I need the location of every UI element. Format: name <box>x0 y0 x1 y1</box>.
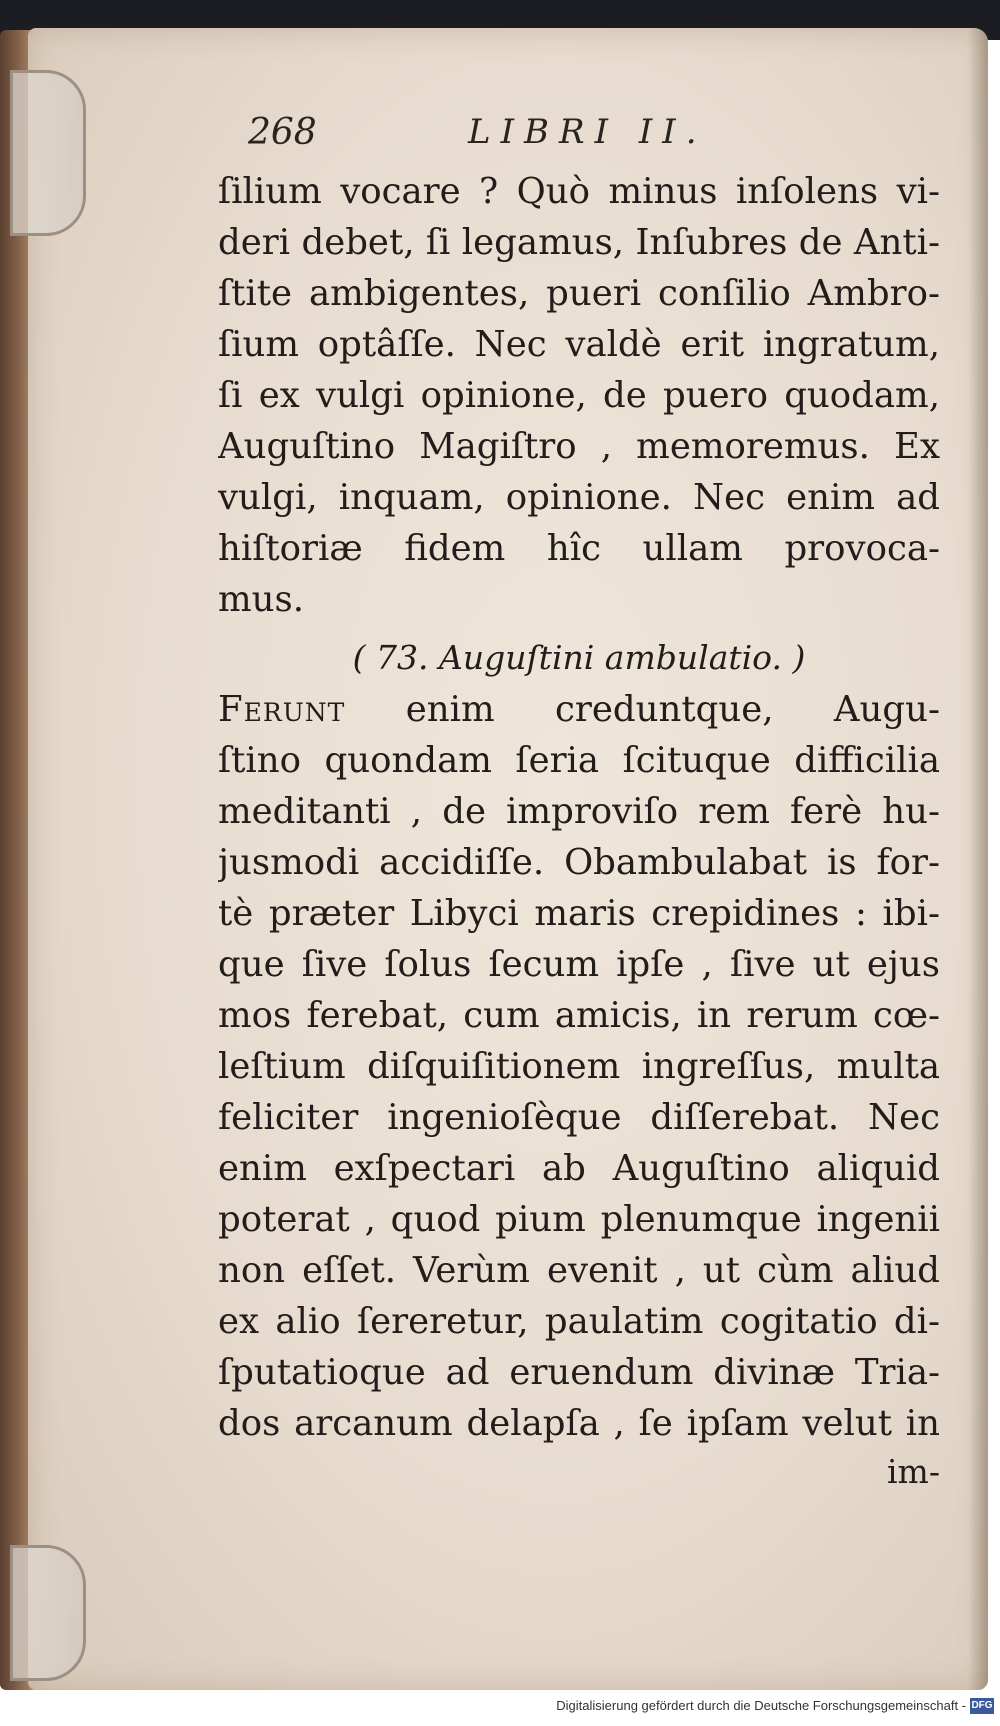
initial-word: Ferunt <box>218 689 346 730</box>
text-line: ex alio ſereretur, paulatim cogitatio di- <box>218 1301 940 1342</box>
page-clip-top <box>10 70 86 236</box>
text-line: hiſtoriæ fidem hîc ullam provoca- <box>218 528 940 569</box>
page-header <box>248 112 718 152</box>
page-clip-bottom <box>10 1545 86 1681</box>
paragraph-body <box>218 735 940 1449</box>
text-line: enim exſpectari ab Auguſtino aliquid <box>218 1148 940 1189</box>
text-block <box>218 166 940 1495</box>
text-line: ſputatioque ad eruendum divinæ Tria- <box>218 1352 940 1393</box>
funding-credit: Digitalisierung gefördert durch die Deutsche Forschungsgemeinschaft - <box>556 1698 966 1713</box>
text-line: deri debet, ſi legamus, Inſubres de Anti- <box>218 222 940 263</box>
text-line: mus. <box>218 579 305 620</box>
text-line: vulgi, inquam, opinione. Nec enim ad <box>218 477 940 518</box>
first-line-rest: enim creduntque, Augu- <box>345 689 940 730</box>
paragraph-continuation <box>218 166 940 625</box>
catchword: im- <box>887 1452 940 1491</box>
text-line: dos arcanum delapſa , ſe ipſam velut in <box>218 1403 940 1444</box>
text-line: ſtino quondam ſeria ſcituque difficilia <box>218 740 940 781</box>
page-shadow <box>968 28 988 1690</box>
running-title: LIBRI II. <box>468 112 707 152</box>
text-line: jusmodi accidiſſe. Obambulabat is for- <box>218 842 940 883</box>
text-line: ſi ex vulgi opinione, de puero quodam, <box>218 375 940 416</box>
text-line: poterat , quod pium plenumque ingenii <box>218 1199 940 1240</box>
section-heading: ( 73. Auguſtini ambulatio. ) <box>352 638 806 677</box>
text-line: tè præter Libyci maris crepidines : ibi- <box>218 893 940 934</box>
text-line: feliciter ingenioſèque diſſerebat. Nec <box>218 1097 940 1138</box>
text-line: Auguſtino Magiſtro , memoremus. Ex <box>218 426 940 467</box>
text-line: meditanti , de improviſo rem ferè hu- <box>218 791 940 832</box>
text-line: non eſſet. Verùm evenit , ut cùm aliud <box>218 1250 940 1291</box>
footer <box>0 1690 1000 1726</box>
paragraph-first-line <box>218 684 940 735</box>
text-line: mos ferebat, cum amicis, in rerum cœ- <box>218 995 940 1036</box>
text-line: ſium optâſſe. Nec valdè erit ingratum, <box>218 324 940 365</box>
dfg-logo: DFG <box>970 1698 994 1714</box>
text-line: que ſive ſolus ſecum ipſe , ſive ut ejus <box>218 944 940 985</box>
text-line: ſilium vocare ? Quò minus inſolens vi- <box>218 171 940 212</box>
text-line: ſtite ambigentes, pueri conſilio Ambro- <box>218 273 940 314</box>
text-line: leſtium diſquiſitionem ingreſſus, multa <box>218 1046 940 1087</box>
page-number: 268 <box>248 112 317 153</box>
